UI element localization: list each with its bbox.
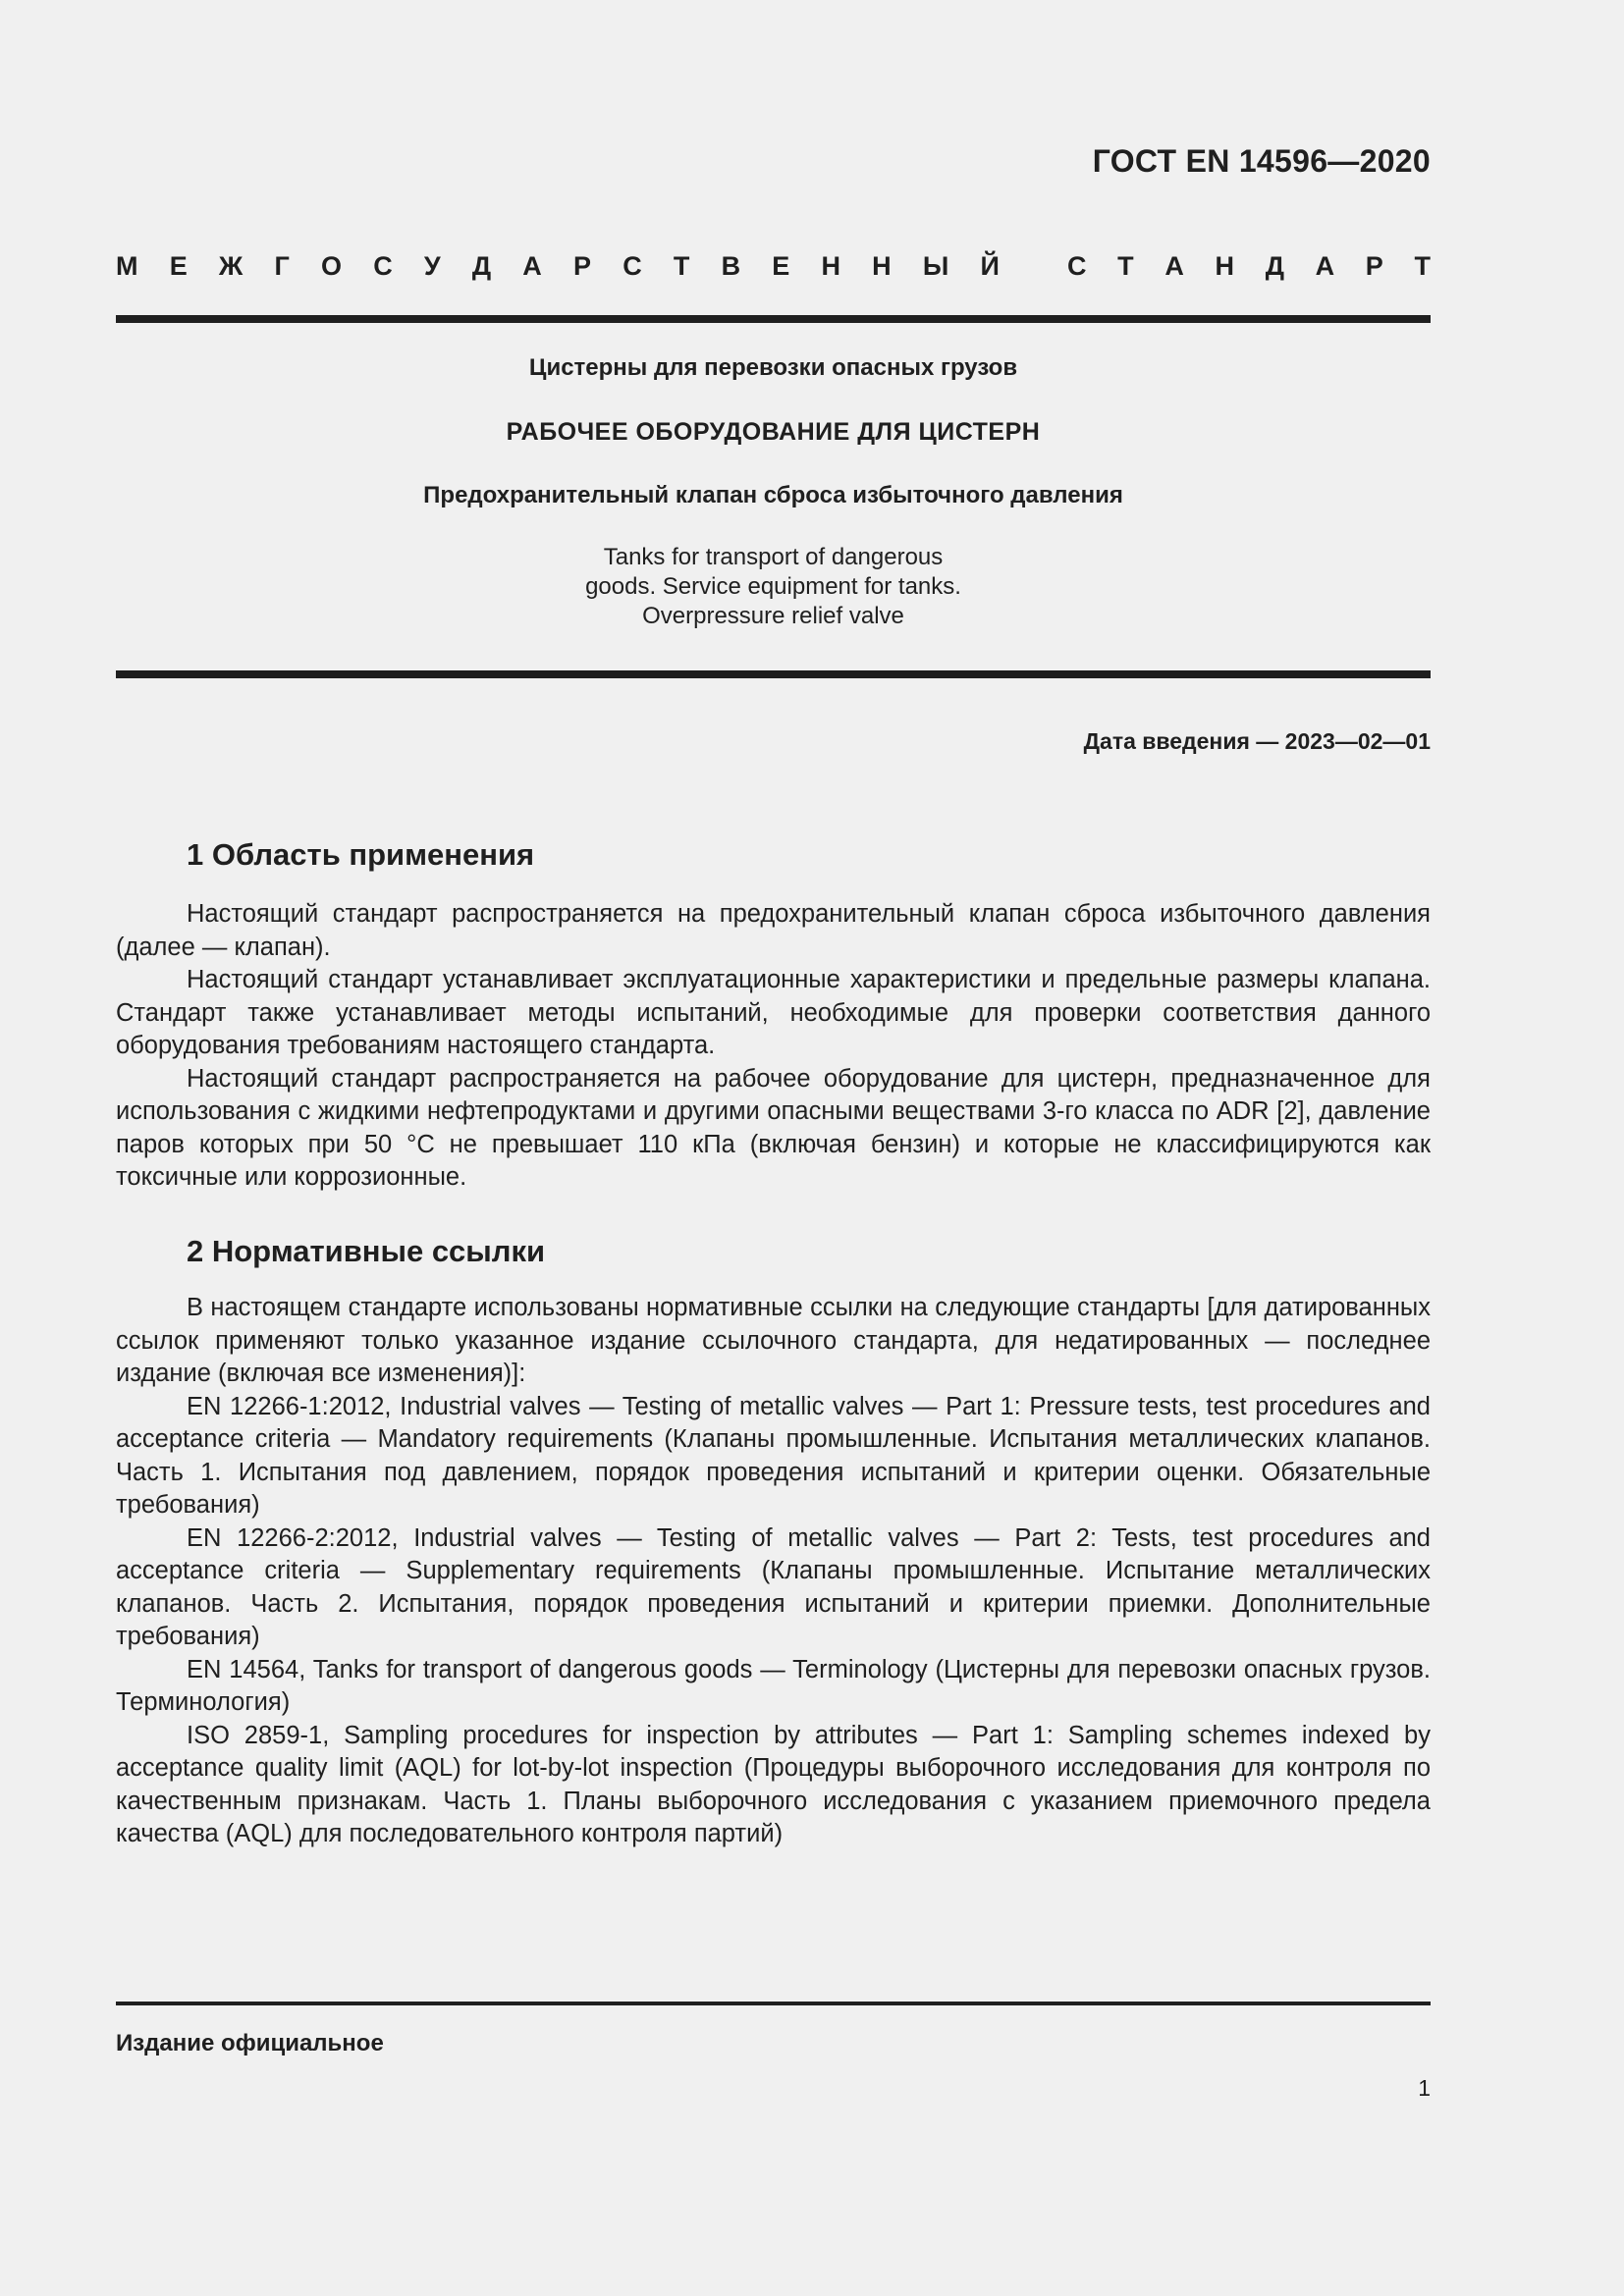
section-1-heading: 1 Область применения: [187, 837, 535, 872]
title-line-2: РАБОЧЕЕ ОБОРУДОВАНИЕ ДЛЯ ЦИСТЕРН: [506, 418, 1041, 446]
banner-letter: Н: [1215, 251, 1235, 281]
title-divider: [116, 670, 1431, 678]
document-number: ГОСТ EN 14596—2020: [1092, 143, 1431, 179]
banner-letter: Ж: [218, 251, 244, 281]
reference-item: ISO 2859-1, Sampling procedures for inspection by attributes — Part 1: Sampling schemes indexed by acceptance quality limit (AQL) for lot-by-lot inspection (Процедуры выборочного исследования для контроля по качественным признакам. Часть 1. Планы выборочного исследования с указанием приемочного предела качества (AQL) для последовательного контроля партий): [116, 1721, 1431, 1847]
banner-letter: С: [623, 251, 642, 281]
banner-letter: О: [320, 251, 342, 281]
banner-letter: Й: [980, 251, 1000, 281]
banner-letter: Н: [821, 251, 840, 281]
banner-letter: С: [1067, 251, 1087, 281]
banner-letter: Р: [1365, 251, 1383, 281]
banner-letter: А: [522, 251, 542, 281]
banner-letter: У: [423, 251, 441, 281]
section-2-heading: 2 Нормативные ссылки: [187, 1234, 546, 1268]
reference-item: EN 14564, Tanks for transport of dangerous goods — Terminology (Цистерны для перевозки опасных грузов. Терминология): [116, 1655, 1431, 1716]
header-divider: [116, 315, 1431, 323]
banner-word-standard: [1067, 251, 1431, 282]
banner-letter: В: [721, 251, 741, 281]
banner-letter: Г: [274, 251, 290, 281]
english-title-line: goods. Service equipment for tanks.: [585, 573, 961, 600]
banner-letter: Т: [1414, 251, 1431, 281]
banner-letter: М: [116, 251, 138, 281]
paragraph: Настоящий стандарт распространяется на рабочее оборудование для цистерн, предназначенное для использования с жидкими нефтепродуктами и другими опасными веществами 3-го класса по ADR [2], давление паров которых при 50 °С не превышает 110 кПа (включая бензин) и которые не классифицируются как токсичные или коррозионные.: [116, 1064, 1431, 1191]
banner-letter: Е: [169, 251, 188, 281]
banner-letter: А: [1315, 251, 1335, 281]
title-line-3: Предохранительный клапан сброса избыточного давления: [423, 482, 1123, 508]
section-1-body: [116, 898, 1431, 1195]
banner-word-interstate: [116, 251, 1000, 282]
footer-divider: [116, 2002, 1431, 2005]
paragraph: Настоящий стандарт устанавливает эксплуатационные характеристики и предельные размеры клапана. Стандарт также устанавливает методы испытаний, необходимые для проверки соответствия данного оборудования требованиям настоящего стандарта.: [116, 966, 1431, 1059]
banner-letter: Ы: [922, 251, 949, 281]
paragraph: В настоящем стандарте использованы нормативные ссылки на следующие стандарты [для датированных ссылок применяют только указанное издание ссылочного стандарта, для недатированных — последнее издание (включая все изменения)]:: [116, 1294, 1431, 1387]
introduction-date: Дата введения — 2023—02—01: [1083, 728, 1431, 754]
reference-item: EN 12266-1:2012, Industrial valves — Testing of metallic valves — Part 1: Pressure tests, test procedures and acceptance criteria — Mandatory requirements (Клапаны промышленные. Испытания металлических клапанов. Часть 1. Испытания под давлением, порядок проведения испытаний и критерии оценки. Обязательные требования): [116, 1392, 1431, 1519]
banner-letter: Р: [572, 251, 591, 281]
banner-letter: А: [1164, 251, 1184, 281]
page-number: 1: [1418, 2075, 1431, 2101]
banner-letter: Д: [471, 251, 492, 281]
paragraph: Настоящий стандарт распространяется на предохранительный клапан сброса избыточного давления (далее — клапан).: [116, 900, 1431, 961]
english-title: [116, 543, 1431, 631]
section-2-body: [116, 1292, 1431, 1851]
title-line-1: Цистерны для перевозки опасных грузов: [528, 354, 1018, 381]
banner-letter: Т: [1117, 251, 1134, 281]
reference-item: EN 12266-2:2012, Industrial valves — Testing of metallic valves — Part 2: Tests, test procedures and acceptance criteria — Supplementary requirements (Клапаны промышленные. Испытание металлических клапанов. Часть 2. Испытания, порядок проведения испытаний и критерии приемки. Дополнительные требования): [116, 1523, 1431, 1650]
interstate-standard-banner: [116, 251, 1431, 282]
english-title-line: Overpressure relief valve: [642, 603, 904, 629]
banner-letter: Т: [673, 251, 690, 281]
banner-letter: Д: [1265, 251, 1284, 281]
banner-letter: С: [373, 251, 393, 281]
banner-letter: Н: [872, 251, 892, 281]
english-title-line: Tanks for transport of dangerous: [603, 544, 944, 570]
banner-letter: Е: [772, 251, 790, 281]
official-edition-label: Издание официальное: [116, 2030, 384, 2056]
